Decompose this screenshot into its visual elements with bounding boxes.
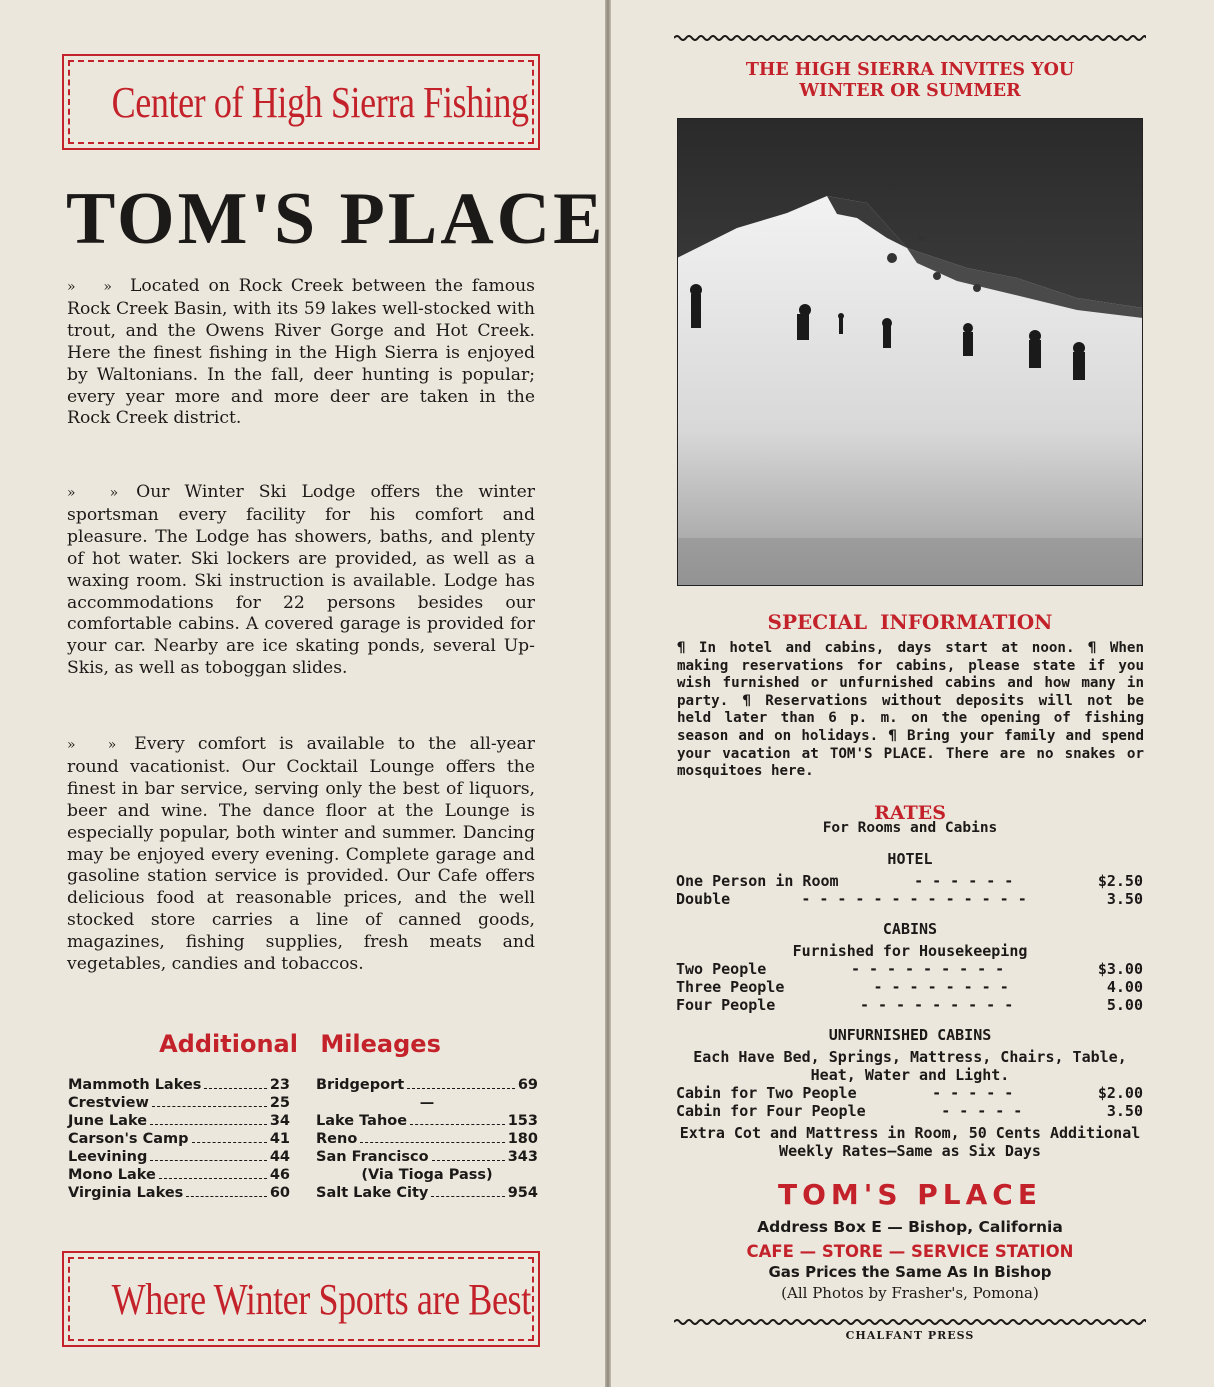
rate-row: Cabin for Two People ----- $2.00 (676, 1084, 1143, 1102)
mileage-row: Mammoth Lakes 23 (68, 1077, 290, 1093)
mileages-column-1 (68, 1077, 290, 1203)
photo-credit: (All Photos by Frasher's, Pomona) (781, 1284, 1039, 1302)
invite-line-2: WINTER OR SUMMER (799, 81, 1021, 101)
rate-row: One Person in Room ------ $2.50 (676, 872, 1143, 890)
mileage-row: June Lake 34 (68, 1113, 290, 1129)
extra-cot-note: Extra Cot and Mattress in Room, 50 Cents Additional (679, 1124, 1141, 1142)
paragraph-mark: » » (67, 279, 122, 295)
wavy-rule-top (674, 34, 1146, 42)
skiers-photo (677, 118, 1143, 586)
paragraph-fishing (67, 276, 535, 430)
paragraph-text: Every comfort is available to the all-year round vacationist. Our Cocktail Lounge offers the finest in bar service, serving only the best of liquors, beer and wine. The dance floor at the Lounge is especially popular, both winter and summer. Dancing may be enjoyed every evening. Complete garage and gasoline station service is provided. Our Cafe offers delicious food at reasonable prices, and the well stocked store carries a line of canned goods, magazines, fishing supplies, fresh meats and vegetables, candies and tobaccos. (67, 734, 535, 975)
invite-line-1: THE HIGH SIERRA INVITES YOU (745, 60, 1075, 80)
paragraph-mark: » » (67, 485, 129, 501)
mileage-note: (Via Tioga Pass) (361, 1167, 493, 1183)
mileage-row: Virginia Lakes 60 (68, 1185, 290, 1201)
top-banner (68, 60, 534, 144)
cabins-heading: CABINS (882, 920, 938, 938)
unfurnished-line-2: Heat, Water and Light. (810, 1066, 1010, 1084)
services-line: CAFE — STORE — SERVICE STATION (746, 1242, 1074, 1261)
mileage-row: Reno 180 (316, 1131, 538, 1147)
unfurnished-heading: UNFURNISHED CABINS (828, 1026, 992, 1044)
rate-row: Double ------------- 3.50 (676, 890, 1143, 908)
brand-name: TOM'S PLACE (778, 1178, 1042, 1211)
bottom-banner (68, 1257, 534, 1341)
bottom-banner-text: Where Winter Sports are Best (111, 1275, 531, 1324)
paragraph-amenities (67, 734, 535, 976)
mileage-row: Lake Tahoe 153 (316, 1113, 538, 1129)
mileage-row: Leevining 44 (68, 1149, 290, 1165)
printer-credit: CHALFANT PRESS (845, 1329, 975, 1342)
mileage-row: Mono Lake 46 (68, 1167, 290, 1183)
rates-subheading: For Rooms and Cabins (822, 820, 998, 836)
gas-prices-note: Gas Prices the Same As In Bishop (768, 1263, 1052, 1281)
rate-row: Two People --------- $3.00 (676, 960, 1143, 978)
weekly-rates-note: Weekly Rates—Same as Six Days (779, 1142, 1041, 1160)
rate-row: Four People --------- 5.00 (676, 996, 1143, 1014)
unfurnished-line-1: Each Have Bed, Springs, Mattress, Chairs, Table, (693, 1048, 1127, 1066)
cabins-subheading: Furnished for Housekeeping (792, 942, 1028, 960)
hotel-heading: HOTEL (887, 850, 933, 868)
paragraph-mark: » » (67, 737, 127, 753)
rate-row: Three People -------- 4.00 (676, 978, 1143, 996)
paragraph-text: Located on Rock Creek between the famous Rock Creek Basin, with its 59 lakes well-stocked with trout, and the Owens River Gorge and Hot Creek. Here the finest fishing in the High Sierra is enjoyed by Waltonians. In the fall, deer hunting is popular; every year more and more deer are taken in the Rock Creek district. (67, 276, 535, 429)
mileage-row: San Francisco 343 (316, 1149, 538, 1165)
mileage-row: Crestview 25 (68, 1095, 290, 1111)
invite-heading (674, 60, 1146, 102)
top-banner-text: Center of High Sierra Fishing (111, 78, 529, 127)
address: Address Box E — Bishop, California (757, 1218, 1063, 1236)
rates-heading: RATES (874, 802, 946, 824)
mileage-row: Salt Lake City 954 (316, 1185, 538, 1201)
paragraph-ski-lodge (67, 482, 535, 680)
rate-row: Cabin for Four People ----- 3.50 (676, 1102, 1143, 1120)
mileages-column-2 (316, 1077, 538, 1203)
wavy-rule-bottom (674, 1318, 1146, 1326)
special-info-heading: SPECIAL INFORMATION (767, 610, 1053, 634)
mileage-row: Bridgeport 69 (316, 1077, 538, 1093)
mileage-separator: — (419, 1095, 435, 1111)
paragraph-text: Our Winter Ski Lodge offers the winter sportsman every facility for his comfort and pleasure. The Lodge has showers, baths, and plenty of hot water. Ski lockers are provided, as well as a waxing room. Ski instruction is available. Lodge has accommodations for 22 persons besides our comfortable cabins. A covered garage is provided for your car. Nearby are ice skating ponds, several Up-Skis, as well as toboggan slides. (67, 482, 535, 679)
page-title: TOM'S PLACE (66, 178, 606, 260)
special-info-text: ¶ In hotel and cabins, days start at noon. ¶ When making reservations for cabins, please state if you wish furnished or unfurnished cabins and how many in party. ¶ Reservations without deposits will not be held later than 6 p. m. on the opening of fishing season and on holidays. ¶ Bring your family and spend your vacation at TOM'S PLACE. There are no snakes or mosquitoes here. (677, 640, 1144, 780)
mileage-row: Carson's Camp 41 (68, 1131, 290, 1147)
mileages-heading: Additional Mileages (159, 1030, 441, 1058)
